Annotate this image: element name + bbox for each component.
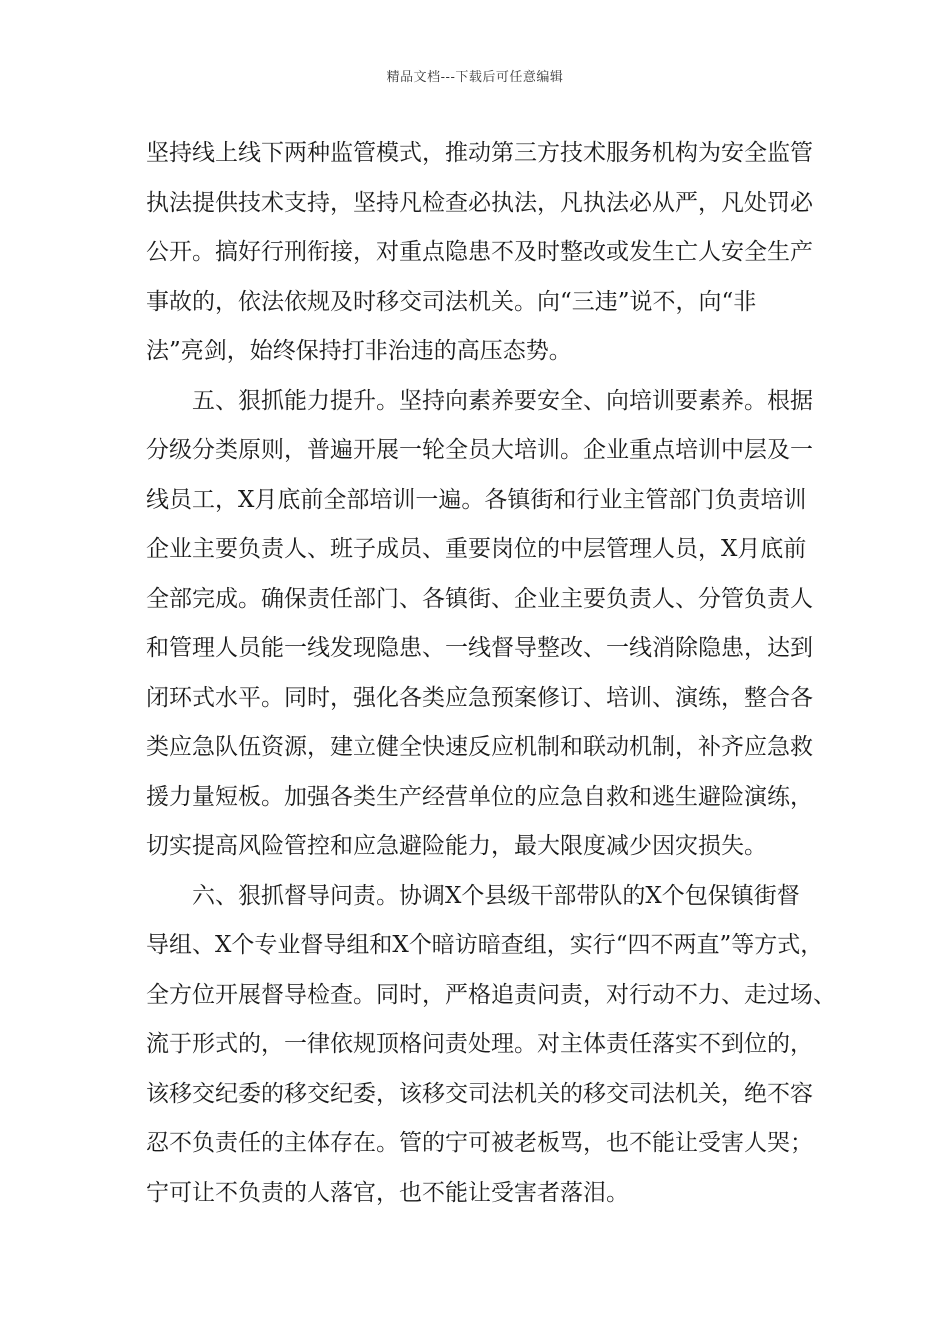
text-line: 法”亮剑，始终保持打非治违的高压态势。 (146, 338, 572, 364)
text-line: 坚持线上线下两种监管模式，推动第三方技术服务机构为安全监管 (146, 140, 813, 166)
paragraph-six-start: 六、狠抓督导问责。协调X个县级干部带队的X个包保镇街督 (192, 882, 800, 909)
text-line: 导组、X个专业督导组和X个暗访暗查组，实行“四不两直”等方式， (146, 932, 824, 958)
text-line: 执法提供技术支持，坚持凡检查必执法，凡执法必从严，凡处罚必 (146, 189, 813, 216)
text-line: 类应急队伍资源，建立健全快速反应机制和联动机制，补齐应急救 (146, 734, 813, 760)
text-line: 闭环式水平。同时，强化各类应急预案修订、培训、演练，整合各 (146, 684, 813, 711)
text-line: 线员工，X月底前全部培训一遍。各镇街和行业主管部门负责培训 (146, 486, 807, 513)
text-line: 企业主要负责人、班子成员、重要岗位的中层管理人员，X月底前 (146, 536, 807, 562)
page-header: 精品文档---下载后可任意编辑 (386, 70, 564, 85)
text-line: 分级分类原则，普遍开展一轮全员大培训。企业重点培训中层及一 (146, 437, 813, 463)
text-line: 公开。搞好行刑衔接，对重点隐患不及时整改或发生亡人安全生产 (146, 239, 813, 265)
text-line: 切实提高风险管控和应急避险能力，最大限度减少因灾损失。 (146, 833, 767, 859)
text-line: 援力量短板。加强各类生产经营单位的应急自救和逃生避险演练， (146, 783, 813, 810)
paragraph-five-start: 五、狠抓能力提升。坚持向素养要安全、向培训要素养。根据 (192, 387, 813, 414)
text-line: 该移交纪委的移交纪委，该移交司法机关的移交司法机关，绝不容 (146, 1080, 813, 1107)
document-body (146, 129, 836, 1218)
text-line: 事故的，依法依规及时移交司法机关。向“三违”说不，向“非 (146, 288, 757, 315)
text-line: 忍不负责任的主体存在。管的宁可被老板骂，也不能让受害人哭； (146, 1130, 813, 1156)
text-line: 流于形式的，一律依规顶格问责处理。对主体责任落实不到位的， (146, 1031, 813, 1057)
text-line: 和管理人员能一线发现隐患、一线督导整改、一线消除隐患，达到 (146, 635, 813, 661)
text-line: 宁可让不负责的人落官，也不能让受害者落泪。 (146, 1179, 629, 1206)
text-line: 全部完成。确保责任部门、各镇街、企业主要负责人、分管负责人 (146, 585, 813, 612)
text-line: 全方位开展督导检查。同时，严格追责问责，对行动不力、走过场、 (146, 981, 836, 1008)
